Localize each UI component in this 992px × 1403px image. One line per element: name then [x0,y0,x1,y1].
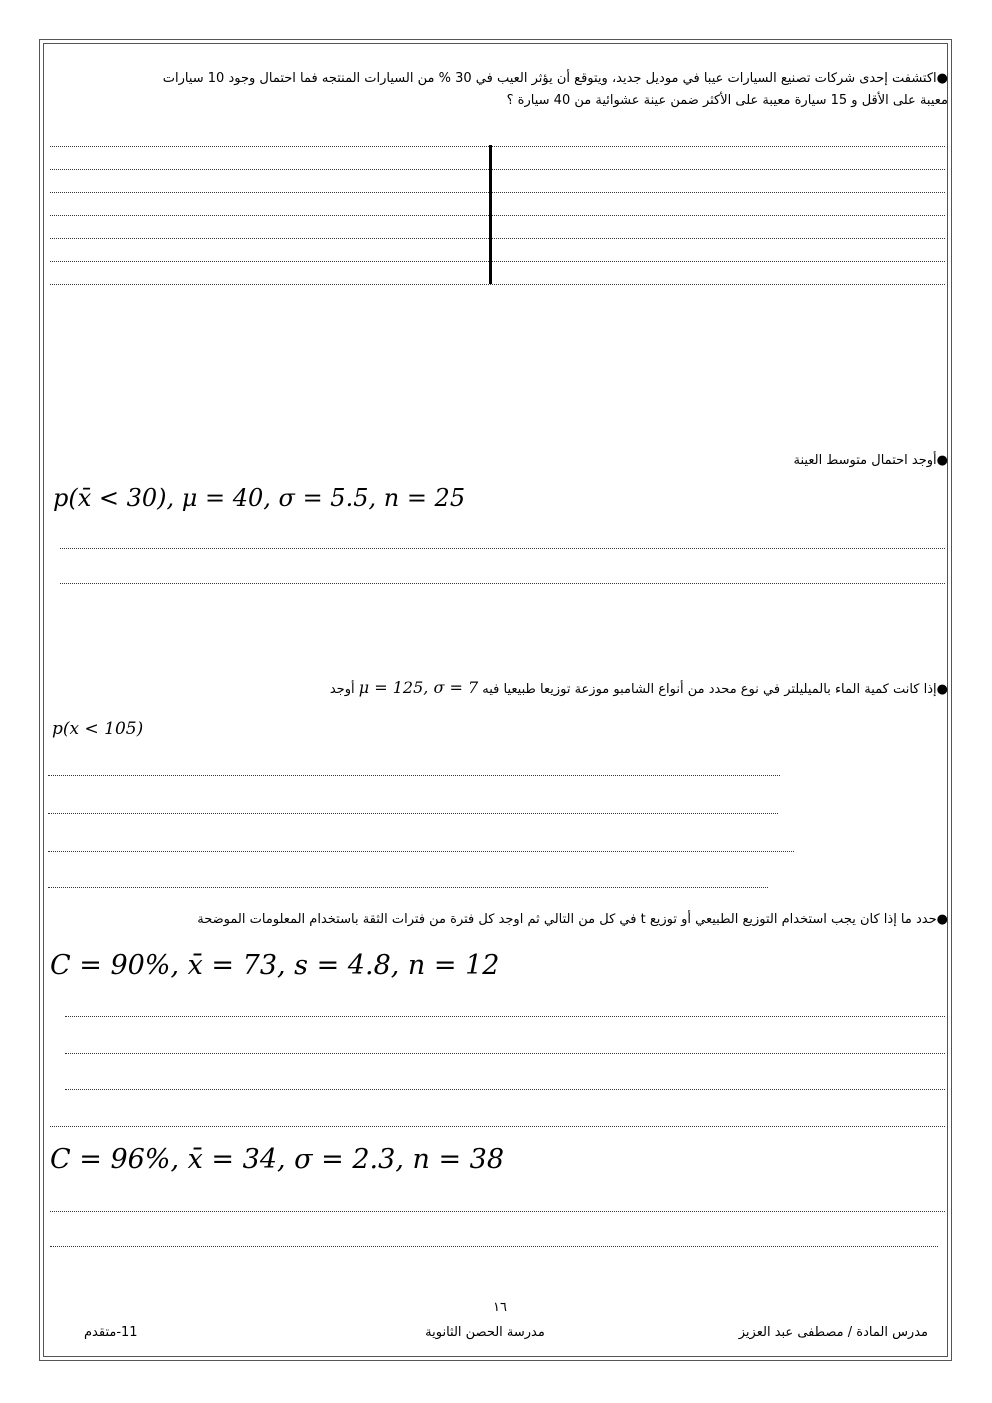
question-1-text-1: اكتشفت إحدى شركات تصنيع السيارات عيبا في موديل جديد، ويتوقع أن يؤثر العيب في 30 % من السيارات المنتجه فما احتمال وجود 10 سيارات [162,71,937,86]
bullet-icon: ● [936,682,948,697]
vertical-divider [489,145,492,284]
question-2-text: أوجد احتمال متوسط العينة [793,453,937,468]
answer-line[interactable] [48,813,778,814]
answer-line[interactable] [50,1211,945,1212]
bullet-icon: ● [936,912,948,927]
footer-grade: 11-متقدم [84,1325,138,1340]
answer-line[interactable] [48,775,780,776]
question-3-line [60,677,948,701]
answer-line[interactable] [60,548,945,549]
answer-line[interactable] [65,1089,945,1090]
question-4-case-1: C = 90%, x̄ = 73, s = 4.8, n = 12 [50,950,500,981]
answer-line[interactable] [50,169,945,170]
question-3-suffix: أوجد [329,682,355,697]
question-4-case-2: C = 96%, x̄ = 34, σ = 2.3, n = 38 [50,1144,505,1175]
answer-line[interactable] [48,887,768,888]
page-number: ١٦ [493,1300,507,1315]
question-3-formula: p(x < 105) [52,719,144,739]
bullet-icon: ● [936,453,948,468]
answer-line[interactable] [60,583,945,584]
question-1-line-1 [60,68,948,90]
question-2-formula: p(x̄ < 30), μ = 40, σ = 5.5, n = 25 [53,484,466,512]
footer-school: مدرسة الحصن الثانوية [425,1325,545,1340]
answer-line[interactable] [50,1246,938,1247]
question-1-line-2: معيبة على الأقل و 15 سيارة معيبة على الأكثر ضمن عينة عشوائية من 40 سيارة ؟ [506,93,948,108]
answer-line[interactable] [50,261,945,262]
bullet-icon: ● [936,71,948,86]
answer-line[interactable] [50,238,945,239]
question-4-text: حدد ما إذا كان يجب استخدام التوزيع الطبيعي أو توزيع t في كل من التالي ثم اوجد كل فترة من فترات الثقة باستخدام المعلومات الموضحة [197,912,937,927]
question-2-line [60,450,948,472]
answer-line[interactable] [48,851,794,852]
footer-teacher: مدرس المادة / مصطفى عبد العزيز [738,1325,928,1340]
question-3-params: μ = 125, σ = 7 [358,678,479,697]
answer-line[interactable] [65,1053,945,1054]
answer-line[interactable] [50,192,945,193]
answer-line[interactable] [50,1126,945,1127]
answer-line[interactable] [65,1016,945,1017]
answer-line[interactable] [50,215,945,216]
question-3-text: إذا كانت كمية الماء بالميليلتر في نوع محدد من أنواع الشامبو موزعة توزيعا طبيعيا فيه [482,682,937,697]
question-4-line [50,909,948,931]
answer-line[interactable] [50,284,945,285]
answer-line[interactable] [50,146,945,147]
